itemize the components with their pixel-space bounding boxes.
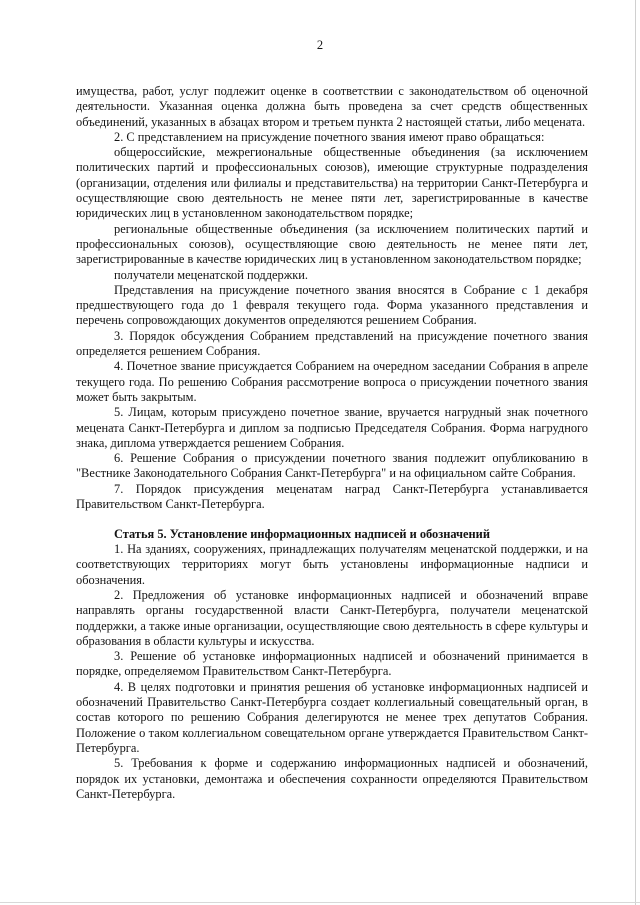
paragraph-article5-item-4: 4. В целях подготовки и принятия решения об установке информационных надписей и обозначений Правительство Санкт-Петербурга создает коллегиальный совещательный орган, в состав которого по решению Собрания делегируются не менее трех депутатов Собрания. Положение о таком коллегиальном совещательном органе утверждается Правительством Санкт-Петербурга.	[76, 679, 588, 755]
scan-edge-bottom	[0, 902, 640, 903]
paragraph-support-recipients: получатели меценатской поддержки.	[114, 267, 309, 282]
paragraph-continuation: имущества, работ, услуг подлежит оценке в соответствии с законодательством об оценочной деятельности. Указанная оценка должна быть проведена за счет средств общественных объединений, указанных в абзацах втором и третьем пункта 2 настоящей статьи, либо мецената.	[76, 84, 588, 129]
scan-edge-right	[635, 0, 636, 905]
page-number: 2	[316, 38, 324, 52]
paragraph-article5-item-5: 5. Требования к форме и содержанию информационных надписей и обозначений, порядок их установки, демонтажа и обеспечения сохранности определяются Правительством Санкт-Петербурга.	[76, 756, 588, 801]
paragraph-item-4: 4. Почетное звание присуждается Собранием на очередном заседании Собрания в апреле текущего года. По решению Собрания рассмотрение вопроса о присуждении почетного звания может быть закрытым.	[76, 359, 588, 404]
paragraph-item-2: 2. С представлением на присуждение почетного звания имеют право обращаться:	[114, 129, 545, 144]
section-heading-article-5: Статья 5. Установление информационных надписей и обозначений	[114, 526, 490, 541]
paragraph-item-7: 7. Порядок присуждения меценатам наград Санкт-Петербурга устанавливается Правительством Санкт-Петербурга.	[76, 481, 588, 512]
paragraph-article5-item-1: 1. На зданиях, сооружениях, принадлежащих получателям меценатской поддержки, и на соответствующих территориях могут быть установлены информационные надписи и обозначения.	[76, 542, 588, 587]
paragraph-all-russian-associations: общероссийские, межрегиональные общественные объединения (за исключением политических партий и профессиональных союзов), имеющие структурные подразделения (организации, отделения или филиалы и представительства) на территории Санкт-Петербурга и осуществляющие свою деятельность не менее пяти лет, зарегистрированные в качестве юридических лиц в установленном законодательством порядке;	[76, 145, 588, 221]
paragraph-item-3: 3. Порядок обсуждения Собранием представлений на присуждение почетного звания определяется решением Собрания.	[76, 328, 588, 359]
paragraph-article5-item-3: 3. Решение об установке информационных надписей и обозначений принимается в порядке, определяемом Правительством Санкт-Петербурга.	[76, 649, 588, 679]
document-body	[76, 84, 588, 802]
paragraph-article5-item-2: 2. Предложения об установке информационных надписей и обозначений вправе направлять органы государственной власти Санкт-Петербурга, получатели меценатской поддержки, а также иные организации, осуществляющие свою деятельность в сфере культуры и образования в области культуры и искусства.	[76, 588, 588, 648]
paragraph-item-6: 6. Решение Собрания о присуждении почетного звания подлежит опубликованию в "Вестнике Законодательного Собрания Санкт-Петербурга" и на официальном сайте Собрания.	[76, 451, 588, 481]
paragraph-item-5: 5. Лицам, которым присуждено почетное звание, вручается нагрудный знак почетного мецената Санкт-Петербурга и диплом за подписью Председателя Собрания. Форма нагрудного знака, диплома утверждается решением Собрания.	[76, 405, 588, 450]
paragraph-regional-associations: региональные общественные объединения (за исключением политических партий и профессиональных союзов), осуществляющие свою деятельность не менее пяти лет, зарегистрированные в качестве юридических лиц в установленном законодательством порядке;	[76, 221, 588, 267]
paragraph-submission-period: Представления на присуждение почетного звания вносятся в Собрание с 1 декабря предшествующего года до 1 февраля текущего года. Форма указанного представления и перечень сопровождающих документов определяются решением Собрания.	[76, 282, 588, 328]
